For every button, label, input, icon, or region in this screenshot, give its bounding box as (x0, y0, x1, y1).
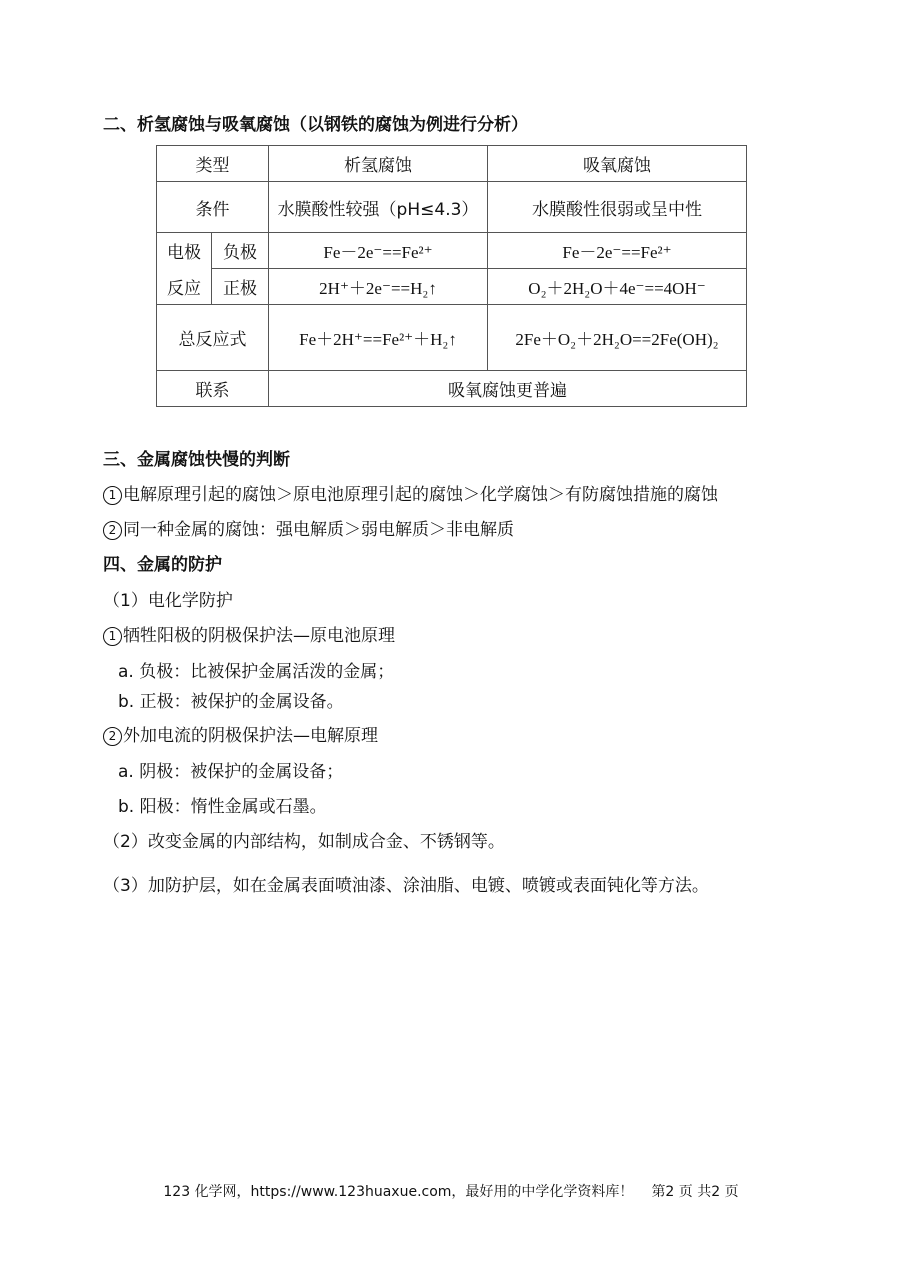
list-item-text: 电解原理引起的腐蚀＞原电池原理引起的腐蚀＞化学腐蚀＞有防腐蚀措施的腐蚀 (123, 485, 718, 505)
list-item-text: 外加电流的阴极保护法—电解原理 (123, 726, 378, 746)
negative-hydrogen: Fe－2e⁻==Fe²⁺ (269, 233, 488, 269)
paragraph-protective-layer: （3）加防护层，如在金属表面喷油漆、涂油脂、电镀、喷镀或表面钝化等方法。 (103, 876, 709, 896)
paragraph-electrochemical: （1）电化学防护 (103, 591, 233, 611)
list-item (103, 515, 514, 540)
negative-oxygen: Fe－2e⁻==Fe²⁺ (488, 233, 747, 269)
list-item (103, 480, 718, 505)
list-item (103, 721, 378, 746)
oxygen-corrosion-header: 吸氧腐蚀 (488, 146, 747, 182)
positive-hydrogen: 2H⁺＋2e⁻==H₂↑ (269, 269, 488, 305)
section-heading-corrosion-types: 二、析氢腐蚀与吸氧腐蚀（以钢铁的腐蚀为例进行分析） (103, 115, 528, 135)
table-row (157, 269, 747, 305)
page-number: 第2 页 共2 页 (651, 1184, 739, 1200)
list-item: a. 阴极：被保护的金属设备； (118, 762, 344, 782)
relation-label: 联系 (157, 371, 269, 407)
corrosion-comparison-table (156, 145, 747, 407)
list-item-text: 牺牲阳极的阴极保护法—原电池原理 (123, 626, 395, 646)
total-reaction-label: 总反应式 (157, 305, 269, 371)
circled-number: 2 (103, 521, 122, 540)
table-row (157, 305, 747, 371)
footer-site: 123 化学网，https://www.123huaxue.com，最好用的中学化学资料库！ (163, 1184, 634, 1200)
hydrogen-corrosion-header: 析氢腐蚀 (269, 146, 488, 182)
list-item (103, 621, 395, 646)
circled-number: 2 (103, 727, 122, 746)
list-item-text: 同一种金属的腐蚀：强电解质＞弱电解质＞非电解质 (123, 520, 514, 540)
table-row (157, 233, 747, 269)
type-label: 类型 (157, 146, 269, 182)
total-hydrogen: Fe＋2H⁺==Fe²⁺＋H₂↑ (269, 305, 488, 371)
paragraph-internal-structure: （2）改变金属的内部结构，如制成合金、不锈钢等。 (103, 832, 505, 852)
section-heading-corrosion-rate: 三、金属腐蚀快慢的判断 (103, 450, 290, 470)
list-item: b. 阳极：惰性金属或石墨。 (118, 797, 327, 817)
table-row (157, 371, 747, 407)
electrode-label-bottom: 反应 (157, 269, 212, 305)
list-item: a. 负极：比被保护金属活泼的金属； (118, 662, 395, 682)
page-footer (0, 1181, 902, 1201)
section-heading-protection: 四、金属的防护 (103, 555, 222, 575)
total-oxygen: 2Fe＋O₂＋2H₂O==2Fe(OH)₂ (488, 305, 747, 371)
positive-electrode-label: 正极 (212, 269, 269, 305)
list-item: b. 正极：被保护的金属设备。 (118, 692, 344, 712)
electrode-label-top: 电极 (157, 233, 212, 269)
condition-label: 条件 (157, 182, 269, 233)
table-row (157, 146, 747, 182)
circled-number: 1 (103, 627, 122, 646)
positive-oxygen: O₂＋2H₂O＋4e⁻==4OH⁻ (488, 269, 747, 305)
condition-hydrogen: 水膜酸性较强（pH≤4.3） (269, 182, 488, 233)
circled-number: 1 (103, 486, 122, 505)
relation-value: 吸氧腐蚀更普遍 (269, 371, 747, 407)
negative-electrode-label: 负极 (212, 233, 269, 269)
table-row (157, 182, 747, 233)
condition-oxygen: 水膜酸性很弱或呈中性 (488, 182, 747, 233)
